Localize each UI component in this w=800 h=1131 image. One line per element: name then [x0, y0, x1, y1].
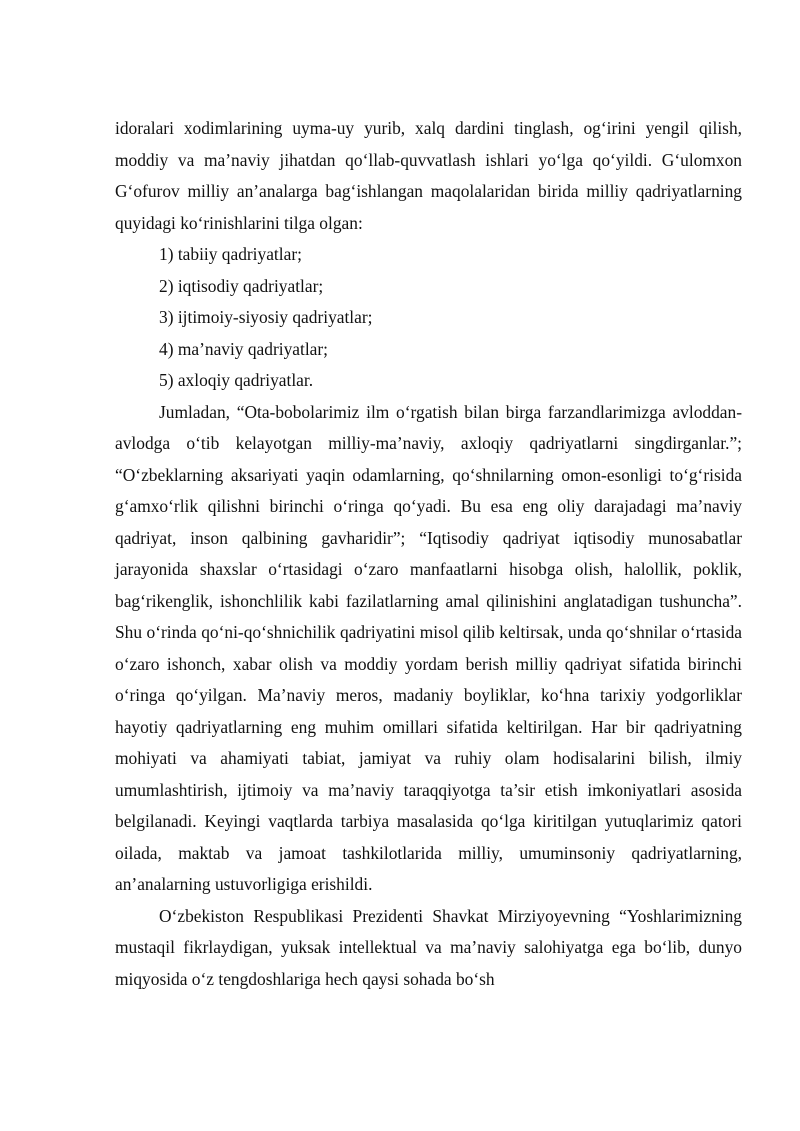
- list-item-socio-political-values: 3) ijtimoiy-siyosiy qadriyatlar;: [159, 307, 373, 327]
- list-item-moral-values: 5) axloqiy qadriyatlar.: [159, 370, 314, 390]
- list-item-economic-values: 2) iqtisodiy qadriyatlar;: [159, 275, 324, 296]
- intro-paragraph: idoralari xodimlarining uyma-uy yurib, xalq dardini tinglash, og‘irini yengil qilish, moddiy va ma’naviy jihatdan qo‘llab-quvvatlash ishlari yo‘lga qo‘yildi. G‘ulomxon G‘ofurov milliy an’analarga bag‘ishlangan maqolalaridan birida milliy qadriyatlarning quyidagi ko‘rinishlarini tilga olgan:: [115, 118, 742, 233]
- document-page: [115, 113, 742, 995]
- list-item-natural-values: 1) tabiiy qadriyatlar;: [159, 244, 302, 264]
- body-paragraph-president: O‘zbekiston Respublikasi Prezidenti Shavkat Mirziyoyevning “Yoshlarimizning mustaqil fikrlaydigan, yuksak intellektual va ma’naviy salohiyatga ega bo‘lib, dunyo miqyosida o‘z tengdoshlariga hech qaysi sohada bo‘sh: [115, 905, 742, 989]
- list-item-spiritual-values: 4) ma’naviy qadriyatlar;: [159, 338, 329, 359]
- body-paragraph-quotes: Jumladan, “Ota-bobolarimiz ilm o‘rgatish bilan birga farzandlarimizga avloddan-avlodga o‘tib kelayotgan milliy-ma’naviy, axloqiy qadriyatlarni singdirganlar.”; “O‘zbeklarning aksariyati yaqin odamlarning, qo‘shnilarning omon-esonligi to‘g‘risida g‘amxo‘rlik qilishni birinchi o‘ringa qo‘yadi. Bu esa eng oliy darajadagi ma’naviy qadriyat, inson qalbining gavharidir”; “Iqtisodiy qadriyat iqtisodiy munosabatlar jarayonida shaxslar o‘rtasidagi o‘zaro manfaatlarni hisobga olish, halollik, poklik, bag‘rikenglik, ishonchlilik kabi fazilatlarning amal qilinishini anglatadigan tushuncha”. Shu o‘rinda qo‘ni-qo‘shnichilik qadriyatini misol qilib keltirsak, unda qo‘shnilar o‘rtasida o‘zaro ishonch, xabar olish va moddiy yordam berish milliy qadriyat sifatida birinchi o‘ringa qo‘yilgan. Ma’naviy meros, madaniy boyliklar, ko‘hna tarixiy yodgorliklar hayotiy qadriyatlarning eng muhim omillari sifatida keltirilgan. Har bir qadriyatning mohiyati va ahamiyati tabiat, jamiyat va ruhiy olam hodisalarini bilish, ilmiy umumlashtirish, ijtimoiy va ma’naviy taraqqiyotga ta’sir etish imkoniyatlari asosida belgilanadi. Keyingi vaqtlarda tarbiya masalasida qo‘lga kiritilgan yutuqlarimiz qatori oilada, maktab va jamoat tashkilotlarida milliy, umuminsoniy qadriyatlarning, an’analarning ustuvorligiga erishildi.: [115, 401, 742, 894]
